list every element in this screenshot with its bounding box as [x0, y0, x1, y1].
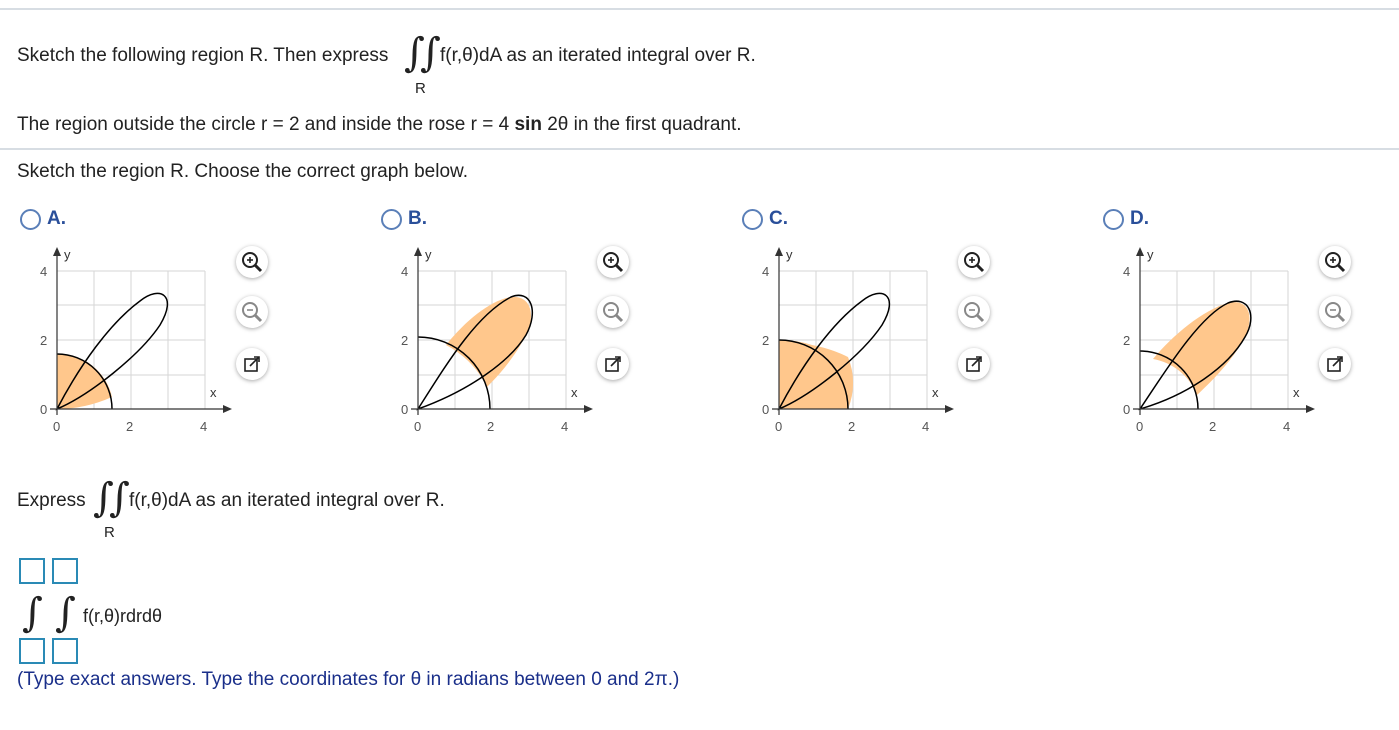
- express-integrand: f(r,θ)dA as an iterated integral over R.: [129, 490, 445, 511]
- sketch-instruction: Sketch the region R. Choose the correct graph below.: [17, 161, 468, 182]
- y-tick-0: 0: [762, 402, 770, 417]
- y-tick-2: 2: [401, 333, 409, 348]
- y-tick-2: 2: [40, 333, 48, 348]
- zoom-in-icon: [597, 246, 629, 278]
- y-tick-4: 4: [1123, 264, 1131, 279]
- zoom-out-button[interactable]: [958, 296, 990, 328]
- x-tick-0: 0: [414, 419, 422, 434]
- outer-lower-limit-input[interactable]: [19, 638, 45, 664]
- region-label: R: [415, 80, 426, 97]
- y-label: y: [1147, 247, 1154, 262]
- x-tick-2: 2: [1209, 419, 1217, 434]
- y-tick-0: 0: [401, 402, 409, 417]
- option-a-label: A.: [47, 208, 66, 229]
- x-tick-4: 4: [200, 419, 208, 434]
- option-d-radio[interactable]: [1103, 209, 1124, 230]
- y-label: y: [64, 247, 71, 262]
- x-tick-2: 2: [126, 419, 134, 434]
- inner-lower-limit-input[interactable]: [52, 638, 78, 664]
- region-description: [17, 114, 742, 136]
- option-b-graph: [391, 245, 621, 440]
- inner-integral-symbol: ∫: [55, 590, 76, 636]
- y-arrow: [775, 247, 783, 256]
- region-label: R: [104, 524, 115, 541]
- x-tick-4: 4: [922, 419, 930, 434]
- popout-button[interactable]: [236, 348, 268, 380]
- zoom-in-button[interactable]: [1319, 246, 1351, 278]
- zoom-out-button[interactable]: [1319, 296, 1351, 328]
- popout-button[interactable]: [1319, 348, 1351, 380]
- y-label: y: [786, 247, 793, 262]
- description-part1: The region outside the circle r = 2 and inside the rose r = 4: [17, 114, 510, 135]
- x-arrow: [1306, 405, 1315, 413]
- iterated-integrand: f(r,θ)rdrdθ: [83, 606, 163, 626]
- integral-symbol: ∫: [93, 475, 114, 521]
- option-b-radio[interactable]: [381, 209, 402, 230]
- x-tick-4: 4: [1283, 419, 1291, 434]
- description-sin: sin: [514, 114, 542, 135]
- inner-upper-limit-input[interactable]: [52, 558, 78, 584]
- y-tick-4: 4: [762, 264, 770, 279]
- option-c[interactable]: [742, 208, 788, 230]
- x-tick-4: 4: [561, 419, 569, 434]
- y-arrow: [1136, 247, 1144, 256]
- option-c-label: C.: [769, 208, 788, 229]
- option-a-graph: [30, 245, 260, 440]
- x-label: x: [571, 385, 578, 400]
- option-b[interactable]: [381, 208, 427, 230]
- zoom-in-icon: [958, 246, 990, 278]
- popout-icon: [597, 348, 629, 380]
- integral-symbol: ∫: [109, 475, 130, 521]
- description-part2: 2θ in the first quadrant.: [547, 114, 742, 135]
- y-arrow: [414, 247, 422, 256]
- y-tick-2: 2: [1123, 333, 1131, 348]
- zoom-out-icon: [958, 296, 990, 328]
- zoom-in-button[interactable]: [236, 246, 268, 278]
- zoom-in-button[interactable]: [958, 246, 990, 278]
- top-divider: [0, 8, 1399, 10]
- zoom-out-icon: [1319, 296, 1351, 328]
- y-tick-2: 2: [762, 333, 770, 348]
- x-tick-0: 0: [1136, 419, 1144, 434]
- popout-icon: [1319, 348, 1351, 380]
- y-tick-0: 0: [40, 402, 48, 417]
- zoom-in-icon: [1319, 246, 1351, 278]
- x-arrow: [584, 405, 593, 413]
- x-tick-2: 2: [848, 419, 856, 434]
- outer-upper-limit-input[interactable]: [19, 558, 45, 584]
- zoom-out-icon: [597, 296, 629, 328]
- option-d-label: D.: [1130, 208, 1149, 229]
- integral-symbol: ∫: [420, 30, 441, 76]
- x-label: x: [932, 385, 939, 400]
- option-a-radio[interactable]: [20, 209, 41, 230]
- outer-integral-symbol: ∫: [22, 590, 43, 636]
- x-label: x: [210, 385, 217, 400]
- popout-button[interactable]: [958, 348, 990, 380]
- option-d[interactable]: [1103, 208, 1149, 230]
- option-a[interactable]: [20, 208, 66, 230]
- option-c-graph: [752, 245, 982, 440]
- section-divider: [0, 148, 1399, 150]
- zoom-out-button[interactable]: [236, 296, 268, 328]
- x-tick-0: 0: [53, 419, 61, 434]
- x-tick-0: 0: [775, 419, 783, 434]
- integral-symbol: ∫: [404, 30, 425, 76]
- x-arrow: [223, 405, 232, 413]
- y-tick-4: 4: [401, 264, 409, 279]
- y-label: y: [425, 247, 432, 262]
- x-label: x: [1293, 385, 1300, 400]
- prompt-text: Sketch the following region R. Then express: [17, 45, 389, 66]
- express-label: Express: [17, 490, 86, 511]
- popout-icon: [958, 348, 990, 380]
- answer-instructions: (Type exact answers. Type the coordinates for θ in radians between 0 and 2π.): [17, 669, 680, 690]
- zoom-in-button[interactable]: [597, 246, 629, 278]
- y-arrow: [53, 247, 61, 256]
- y-tick-4: 4: [40, 264, 48, 279]
- y-tick-0: 0: [1123, 402, 1131, 417]
- zoom-out-button[interactable]: [597, 296, 629, 328]
- prompt-integrand: f(r,θ)dA as an iterated integral over R.: [440, 45, 756, 66]
- popout-button[interactable]: [597, 348, 629, 380]
- popout-icon: [236, 348, 268, 380]
- zoom-out-icon: [236, 296, 268, 328]
- option-b-label: B.: [408, 208, 427, 229]
- option-d-graph: [1113, 245, 1343, 440]
- x-tick-2: 2: [487, 419, 495, 434]
- zoom-in-icon: [236, 246, 268, 278]
- option-c-radio[interactable]: [742, 209, 763, 230]
- x-arrow: [945, 405, 954, 413]
